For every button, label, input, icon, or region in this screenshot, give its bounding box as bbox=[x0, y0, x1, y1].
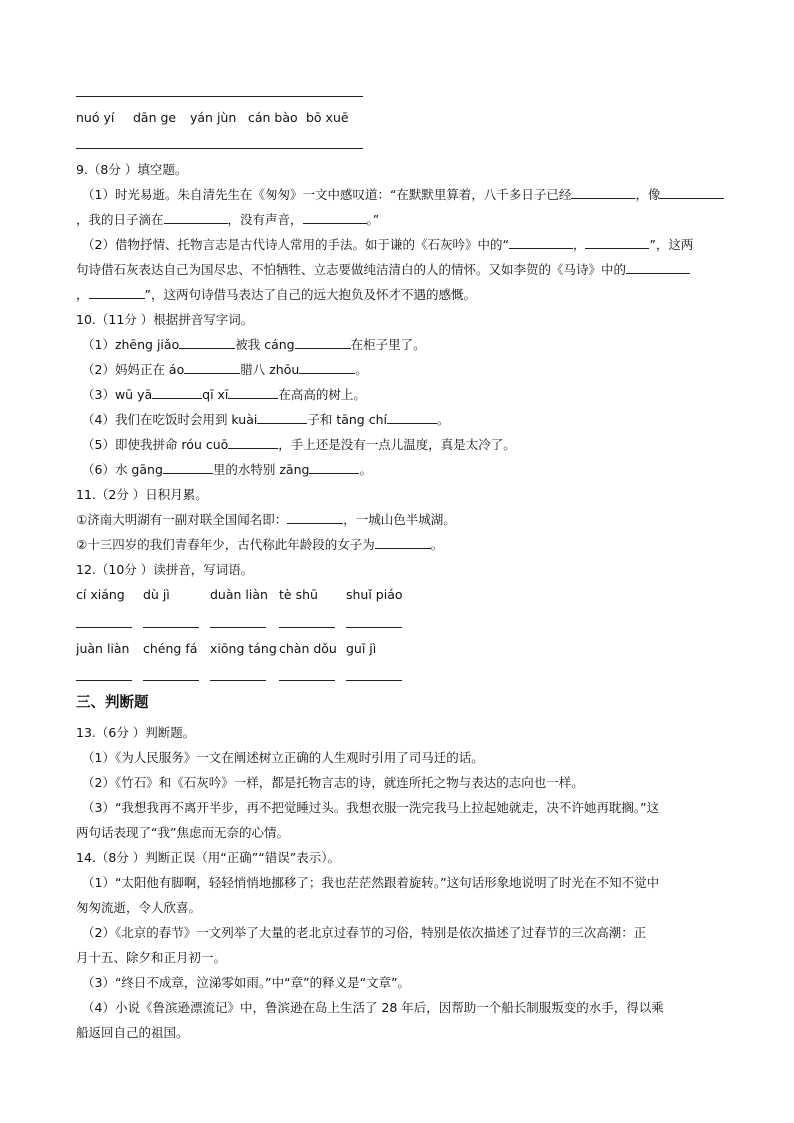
q14-line-3: （2）《北京的春节》一文列举了大量的老北京过春节的习俗，特别是依次描述了过春节的三次高潮：正 bbox=[82, 925, 647, 940]
pinyin-item: yán jùn bbox=[190, 110, 237, 125]
pinyin-item: chéng fá bbox=[143, 641, 198, 656]
fill-blank[interactable] bbox=[375, 536, 431, 549]
answer-line[interactable] bbox=[346, 627, 402, 628]
answer-line[interactable] bbox=[76, 680, 132, 681]
answer-line[interactable] bbox=[210, 680, 266, 681]
q14-line-4: 月十五、除夕和正月初一。 bbox=[76, 950, 227, 965]
q13-line-3: （3）“我想我再不离开半步，再不把觉睡过头。我想衣服一洗完我马上拉起她就走，决不许她再耽搁。”这 bbox=[82, 800, 660, 815]
pinyin-item: nuó yí bbox=[76, 110, 115, 125]
fill-blank[interactable] bbox=[626, 261, 690, 274]
q10-line-4: （4）我们在吃饭时会用到 kuài 子和 tāng chí 。 bbox=[82, 412, 450, 427]
pinyin-item: bō xuē bbox=[306, 110, 349, 125]
fill-blank[interactable] bbox=[295, 336, 351, 349]
q10-line-5: （5）即使我拼命 róu cuō ，手上还是没有一点儿温度，真是太冷了。 bbox=[82, 437, 516, 452]
q10-line-3: （3）wū yā qī xī 在高高的树上。 bbox=[82, 387, 366, 402]
q10-line-2: （2）妈妈正在 áo 腊八 zhōu 。 bbox=[82, 362, 368, 377]
fill-blank[interactable] bbox=[303, 211, 367, 224]
q14-line-1: （1）“太阳他有脚啊，轻轻悄悄地挪移了；我也茫茫然跟着旋转。”这句话形象地说明了时光在不知不觉中 bbox=[82, 875, 660, 890]
question-10-header: 10.（11分 ）根据拼音写字词。 bbox=[76, 312, 254, 327]
pinyin-item: cí xiáng bbox=[76, 587, 125, 602]
answer-line[interactable] bbox=[76, 627, 132, 628]
q9-line-5: ， ”，这两句诗借马表达了自己的远大抱负及怀才不遇的感慨。 bbox=[76, 287, 476, 302]
fill-blank[interactable] bbox=[309, 461, 359, 474]
question-14-header: 14.（8分 ）判断正误（用“正确”“错误”表示）。 bbox=[76, 850, 340, 865]
answer-line[interactable] bbox=[210, 627, 266, 628]
fill-blank[interactable] bbox=[585, 236, 649, 249]
q11-line-2: ②十三四岁的我们青春年少，古代称此年龄段的女子为 。 bbox=[76, 537, 444, 552]
question-12-header: 12.（10分 ）读拼音，写词语。 bbox=[76, 562, 254, 577]
q14-line-7: 船返回自己的祖国。 bbox=[76, 1025, 189, 1040]
answer-line[interactable] bbox=[76, 96, 363, 97]
fill-blank[interactable] bbox=[89, 286, 145, 299]
pinyin-item: dān ge bbox=[133, 110, 177, 125]
section-title: 三、判断题 bbox=[76, 695, 149, 711]
pinyin-item: tè shū bbox=[279, 587, 318, 602]
pinyin-item: juàn liàn bbox=[76, 641, 130, 656]
answer-line[interactable] bbox=[346, 680, 402, 681]
fill-blank[interactable] bbox=[509, 236, 573, 249]
answer-line[interactable] bbox=[279, 627, 335, 628]
q14-line-2: 匆匆流逝，令人欣喜。 bbox=[76, 900, 202, 915]
question-9-header: 9.（8分 ）填空题。 bbox=[76, 162, 188, 177]
fill-blank[interactable] bbox=[184, 361, 240, 374]
q10-line-6: （6）水 gāng 里的水特别 zāng 。 bbox=[82, 462, 372, 477]
pinyin-item: xiōng táng bbox=[210, 641, 277, 656]
fill-blank[interactable] bbox=[571, 186, 635, 199]
q9-line-3: （2）借物抒情、托物言志是古代诗人常用的手法。如于谦的《石灰吟》中的“ ， ”，这两 bbox=[82, 237, 694, 252]
q13-line-1: （1）《为人民服务》一文在阐述树立正确的人生观时引用了司马迁的话。 bbox=[82, 750, 484, 765]
fill-blank[interactable] bbox=[163, 461, 213, 474]
fill-blank[interactable] bbox=[164, 211, 228, 224]
q14-line-6: （4）小说《鲁滨逊漂流记》中，鲁滨逊在岛上生活了 28 年后，因帮助一个船长制服叛变的水手，得以乘 bbox=[82, 1000, 664, 1015]
q13-line-2: （2）《竹石》和《石灰吟》一样，都是托物言志的诗，就连所托之物与表达的志向也一样。 bbox=[82, 775, 584, 790]
pinyin-item: chàn dǒu bbox=[279, 641, 337, 656]
question-11-header: 11.（2分 ）日积月累。 bbox=[76, 487, 208, 502]
answer-line[interactable] bbox=[279, 680, 335, 681]
answer-line[interactable] bbox=[143, 680, 199, 681]
pinyin-item: cán bào bbox=[248, 110, 298, 125]
fill-blank[interactable] bbox=[287, 511, 343, 524]
fill-blank[interactable] bbox=[228, 436, 278, 449]
fill-blank[interactable] bbox=[257, 411, 307, 424]
fill-blank[interactable] bbox=[152, 386, 202, 399]
q9-line-2: ，我的日子滴在 ，没有声音， 。” bbox=[76, 212, 380, 227]
fill-blank[interactable] bbox=[299, 361, 355, 374]
q10-line-1: （1）zhēng jiǎo 被我 cáng 在柜子里了。 bbox=[82, 337, 426, 352]
q11-line-1: ①济南大明湖有一副对联全国闻名即： ，一城山色半城湖。 bbox=[76, 512, 456, 527]
q9-line-1: （1）时光易逝。朱自清先生在《匆匆》一文中感叹道：“在默默里算着，八千多日子已经 ，像 bbox=[82, 186, 724, 204]
q13-line-4: 两句话表现了“我”焦虑而无奈的心情。 bbox=[76, 825, 289, 840]
q14-line-5: （3）“终日不成章，泣涕零如雨。”中“章”的释义是“文章”。 bbox=[82, 975, 411, 990]
answer-line[interactable] bbox=[76, 148, 363, 149]
pinyin-item: guī jì bbox=[346, 641, 377, 656]
pinyin-item: shuǐ piáo bbox=[346, 587, 403, 602]
fill-blank[interactable] bbox=[660, 186, 724, 199]
fill-blank[interactable] bbox=[387, 411, 437, 424]
pinyin-item: dù jì bbox=[143, 587, 170, 602]
answer-line[interactable] bbox=[143, 627, 199, 628]
fill-blank[interactable] bbox=[228, 386, 278, 399]
q9-line-4: 句诗借石灰表达自己为国尽忠、不怕牺牲、立志要做纯洁清白的人的情怀。又如李贺的《马诗》中的 bbox=[76, 261, 690, 279]
question-13-header: 13.（6分 ）判断题。 bbox=[76, 725, 196, 740]
pinyin-item: duàn liàn bbox=[210, 587, 268, 602]
fill-blank[interactable] bbox=[179, 336, 235, 349]
